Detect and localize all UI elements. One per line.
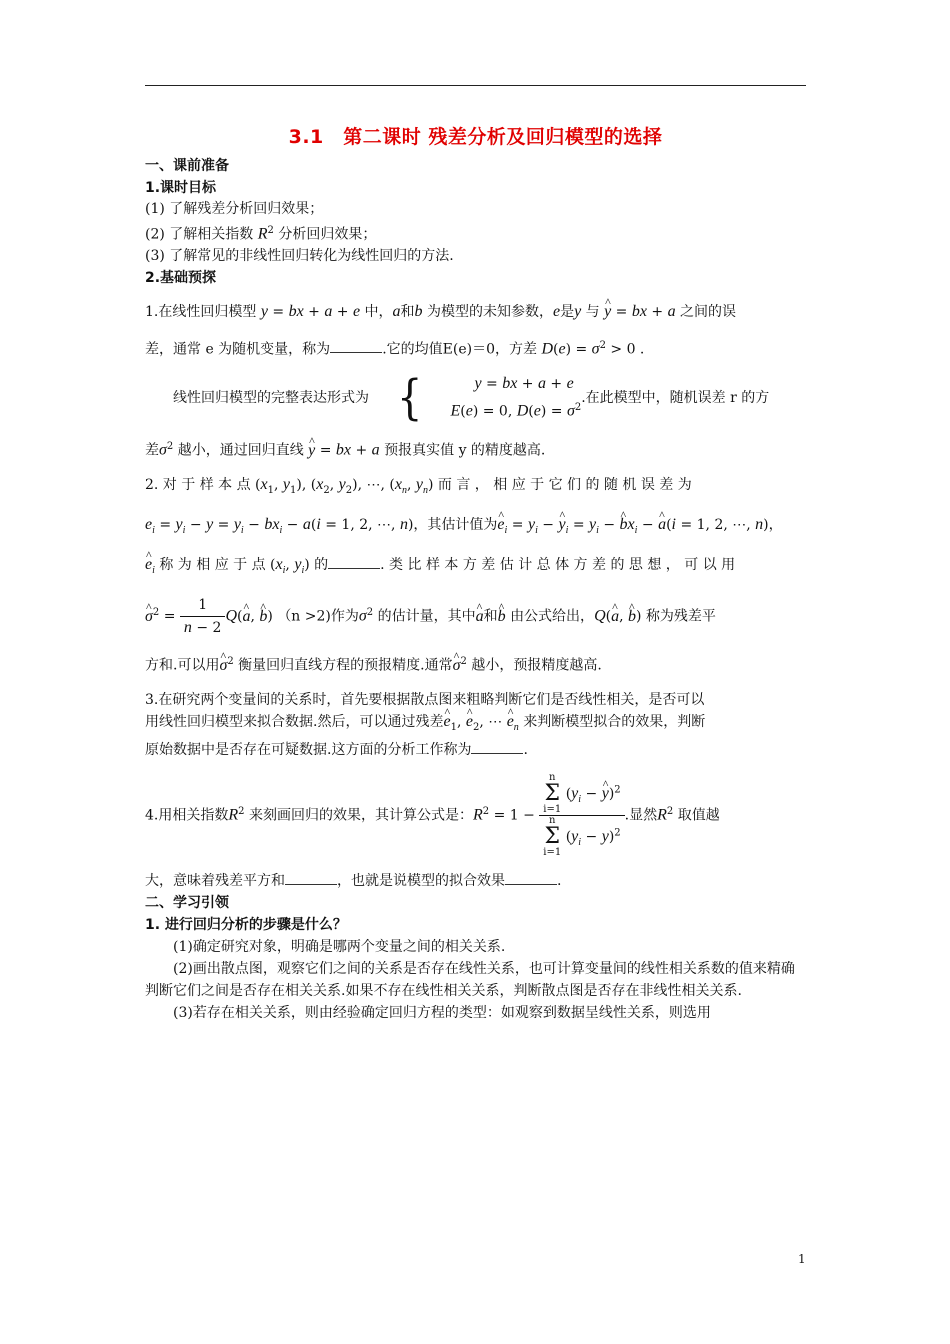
step-1: (1)确定研究对象，明确是哪两个变量之间的相关关系. (173, 939, 506, 956)
question-4: 4.用相关指数$R^2$ 来刻画回归的效果，其计算公式是：$R^2 = 1$ − n Σ i=1 ($y_i$ − ^ y)$^2$ n Σ i=1 $(y_i - y)^2$ .显然$R^2$ 取值越 (145, 773, 806, 858)
section-heading-prep: 一、课前准备 (145, 158, 229, 174)
question-2-end: 方和.可以用^ $\sigma^2$ 衡量回归直线方程的预报精度.通常^ $\sigma^2$ 越小，预报精度越高. (145, 651, 806, 677)
goal-1: (1) 了解残差分析回归效果； (145, 201, 324, 217)
question-2: 2. 对 于 样 本 点 ($x_1$, $y_1$), ($x_2$, $y_2$), ⋯, ($x_n$, $y_n$) 而 言 ， 相 应 于 它 们 的 随 机 误 差 为 (145, 475, 692, 496)
blank-residual-analysis[interactable] (471, 739, 523, 754)
question-3: 3.在研究两个变量间的关系时，首先要根据散点图来粗略判断它们是否线性相关，是否可以 用线性回归模型来拟合数据.然后，可以通过残差^ $e_1$, ^ $e_2$, ⋯ ^ $e_n$ 来判断模型拟合的效果，判断 原始数据中是否存在可疑数据.这方面的分析工作称为 . (145, 689, 806, 761)
question-1-system: 线性回归模型的完整表达形式为 { y = bx + a + e E(e) = 0, $D(e) = \sigma^2$ .在此模型中，随机误差 r 的方 (173, 370, 770, 426)
section-heading-guide: 二、学习引领 (145, 895, 229, 912)
question-1: 1.在线性回归模型 y = bx + a + e 中，a和b 为模型的未知参数，e是y 与 ^ y = bx + a 之间的误 (145, 301, 806, 323)
blank-fit-effect[interactable] (505, 870, 557, 885)
question-2-formula: $e_i = y_i - y = y_i - bx_i - a(i = 1$, 2, ⋯, n)，其估计值为^ $e_i = y_i$ − ^ $y_i = y_i$ − ^ $bx_i$ − ^ a(i = 1, 2, ⋯, n)， (145, 514, 806, 542)
goal-2: (2) 了解相关指数 $R^2$ 分析回归效果； (145, 225, 377, 243)
blank-random-error[interactable] (330, 338, 382, 353)
page-number: 1 (798, 1252, 806, 1266)
header-rule (145, 85, 806, 86)
heading-goals: 1.课时目标 (145, 180, 217, 196)
step-2: (2)画出散点图，观察它们之间的关系是否存在线性关系，也可计算变量间的线性相关系数的值来精确判断它们之间是否存在相关关系.如果不存在线性相关关系，判断散点图是否存在非线性相关关系. (145, 961, 795, 1000)
question-2-estimate: ^ $\sigma^2$ = $\frac{1}{n - 2}$ Q(^ a, ^ b) （n >2)作为$\sigma^2$ 的估计量，其中^ a和^ b 由公式给出，Q(^ a, ^ b) 称为残差平 (145, 594, 806, 639)
question-2-residual: ^ $e_i$ 称 为 相 应 于 点 ($x_i$, $y_i$) 的 . 类 比 样 本 方 差 估 计 总 体 方 差 的 思 想 ， 可 以 用 (145, 554, 806, 582)
blank-residual[interactable] (328, 554, 380, 569)
step-3: (3)若存在相关关系，则由经验确定回归方程的类型：如观察到数据呈线性关系，则选用 (173, 1005, 711, 1022)
heading-preview: 2.基础预探 (145, 269, 217, 286)
goal-3: (3) 了解常见的非线性回归转化为线性回归的方法. (145, 247, 454, 264)
heading-steps: 1. 进行回归分析的步骤是什么？ (145, 917, 347, 934)
document-body (145, 118, 806, 1024)
question-1-cont: 差，通常 e 为随机变量，称为 .它的均值E(e)＝0，方差 $D(e) = \sigma^2 > 0$ . (145, 339, 645, 358)
question-4-end: 大，意味着残差平方和 ，也就是说模型的拟合效果 . (145, 870, 806, 892)
question-1-end: 差$\sigma^2$ 越小，通过回归直线 ^ y = bx + a 预报真实值 y 的精度越高. (145, 436, 806, 462)
page-title: 3.1 第二课时 残差分析及回归模型的选择 (288, 126, 663, 148)
blank-sum-squares[interactable] (285, 870, 337, 885)
